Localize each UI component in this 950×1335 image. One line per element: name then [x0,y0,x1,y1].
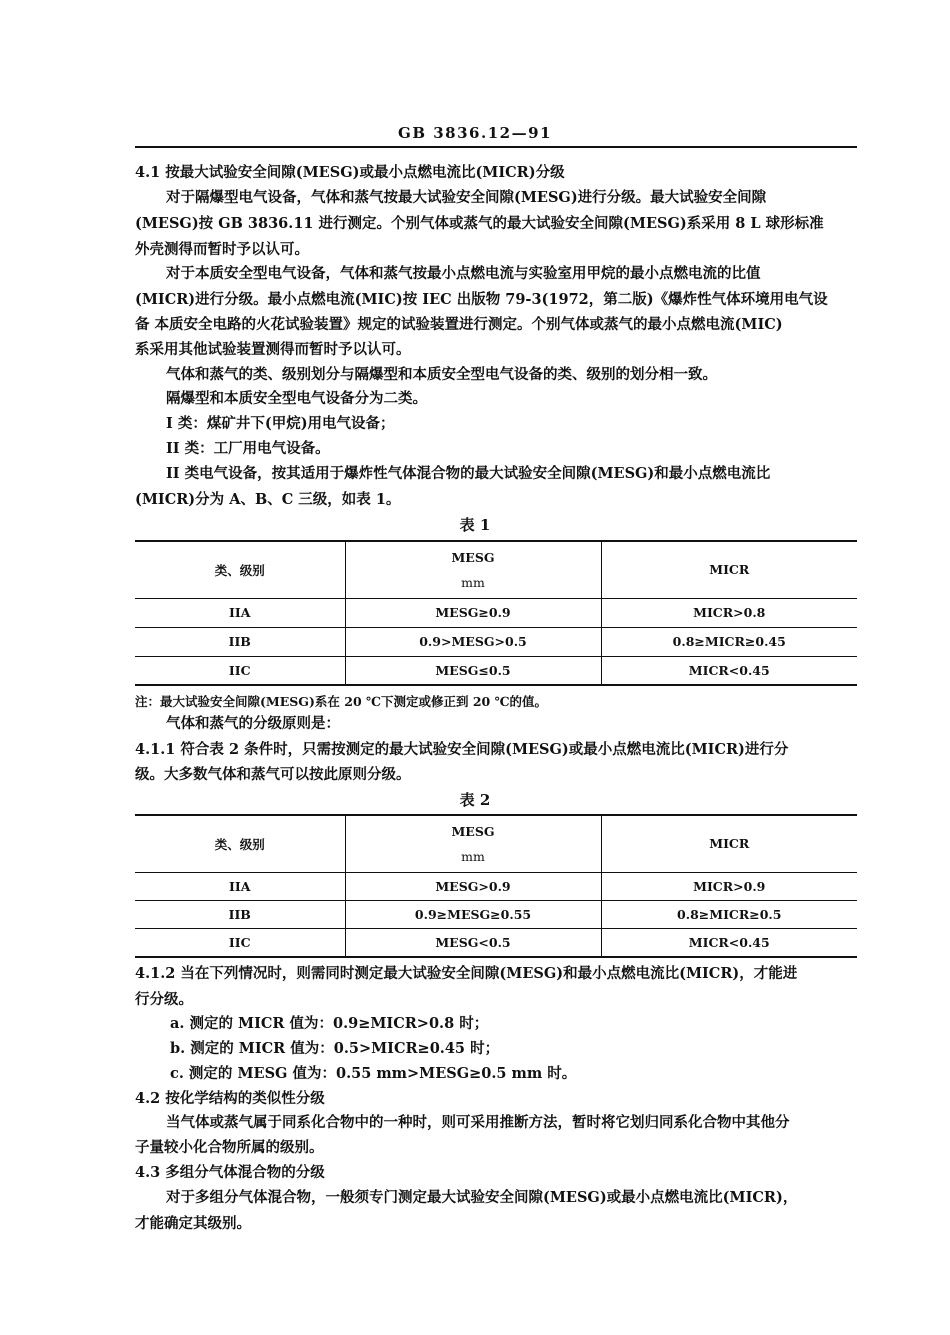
header-micr: MICR [601,815,857,872]
cell-micr: 0.8≥MICR≥0.5 [601,900,857,928]
table-row [135,627,857,656]
cell-micr: MICR<0.45 [601,656,857,685]
cell-grade: IIB [135,627,345,656]
paragraph-line: 对于多组分气体混合物，一般须专门测定最大试验安全间隙(MESG)或最小点燃电流比(MICR)， [166,1189,798,1206]
header-mesg-label: MESG [451,823,495,839]
header-mesg [345,541,601,598]
header-class-grade: 类、级别 [135,815,345,872]
cell-grade: IIC [135,928,345,957]
document-header-code: GB 3836.12—91 [398,124,552,142]
table-1-note: 注：最大试验安全间隙(MESG)系在 20 ℃下测定或修正到 20 ℃的值。 [135,694,548,709]
cell-micr: 0.8≥MICR≥0.45 [601,627,857,656]
table-row [135,656,857,685]
cell-micr: MICR>0.9 [601,872,857,900]
list-item: a. 测定的 MICR 值为：0.9≥MICR>0.8 时； [170,1015,489,1032]
table-1 [135,540,857,686]
section-4-3-heading: 4.3 多组分气体混合物的分级 [135,1164,325,1181]
section-4-1-1-line: 4.1.1 符合表 2 条件时，只需按测定的最大试验安全间隙(MESG)或最小点燃电流比(MICR)进行分 [135,741,789,758]
cell-micr: MICR<0.45 [601,928,857,957]
header-mesg-unit: mm [461,574,485,590]
cell-grade: IIA [135,598,345,627]
cell-grade: IIB [135,900,345,928]
paragraph-line: 气体和蒸气的类、级别划分与隔爆型和本质安全型电气设备的类、级别的划分相一致。 [166,366,717,383]
section-4-2-heading: 4.2 按化学结构的类似性分级 [135,1090,325,1107]
paragraph-line: 对于隔爆型电气设备，气体和蒸气按最大试验安全间隙(MESG)进行分级。最大试验安全间隙 [166,189,767,206]
cell-mesg: MESG<0.5 [345,928,601,957]
cell-grade: IIC [135,656,345,685]
paragraph-line: 系采用其他试验装置测得而暂时予以认可。 [135,341,411,358]
paragraph-line: 当气体或蒸气属于同系化合物中的一种时，则可采用推断方法，暂时将它划归同系化合物中其他分 [166,1114,790,1131]
section-4-1-2-line: 4.1.2 当在下列情况时，则需同时测定最大试验安全间隙(MESG)和最小点燃电流比(MICR)，才能进 [135,965,798,982]
paragraph-line: 子量较小化合物所属的级别。 [135,1139,324,1156]
section-4-1-heading: 4.1 按最大试验安全间隙(MESG)或最小点燃电流比(MICR)分级 [135,164,565,181]
header-mesg-unit: mm [461,848,485,864]
header-rule [135,146,857,148]
table-row [135,598,857,627]
table-1-caption: 表 1 [459,516,491,534]
paragraph-line: (MICR)进行分级。最小点燃电流(MIC)按 IEC 出版物 79-3(1972，第二版)《爆炸性气体环境用电气设 [135,291,828,308]
cell-mesg: 0.9>MESG>0.5 [345,627,601,656]
list-item: c. 测定的 MESG 值为：0.55 mm>MESG≥0.5 mm 时。 [170,1065,577,1082]
cell-micr: MICR>0.8 [601,598,857,627]
section-4-1-1-line: 级。大多数气体和蒸气可以按此原则分级。 [135,766,411,783]
header-class-grade: 类、级别 [135,541,345,598]
principle-line: 气体和蒸气的分级原则是： [166,715,340,732]
header-micr: MICR [601,541,857,598]
cell-mesg: 0.9≥MESG≥0.55 [345,900,601,928]
paragraph-line: (MICR)分为 A、B、C 三级，如表 1。 [135,491,401,508]
paragraph-line: 对于本质安全型电气设备，气体和蒸气按最小点燃电流与实验室用甲烷的最小点燃电流的比值 [166,265,761,282]
paragraph-line: 隔爆型和本质安全型电气设备分为二类。 [166,390,427,407]
paragraph-line: II 类：工厂用电气设备。 [166,440,330,457]
cell-grade: IIA [135,872,345,900]
table-row [135,928,857,957]
paragraph-line: 外壳测得而暂时予以认可。 [135,241,309,258]
paragraph-line: I 类：煤矿井下(甲烷)用电气设备； [166,415,395,432]
cell-mesg: MESG>0.9 [345,872,601,900]
table-2-caption: 表 2 [459,791,491,809]
list-item: b. 测定的 MICR 值为：0.5>MICR≥0.45 时； [170,1040,500,1057]
paragraph-line: 才能确定其级别。 [135,1215,251,1232]
paragraph-line: II 类电气设备，按其适用于爆炸性气体混合物的最大试验安全间隙(MESG)和最小点燃电流比 [166,465,771,482]
paragraph-line: (MESG)按 GB 3836.11 进行测定。个别气体或蒸气的最大试验安全间隙(MESG)系采用 8 L 球形标准 [135,215,824,232]
table-row [135,900,857,928]
table-header-row [135,541,857,598]
cell-mesg: MESG≤0.5 [345,656,601,685]
table-header-row [135,815,857,872]
section-4-1-2-line: 行分级。 [135,991,193,1008]
table-row [135,872,857,900]
cell-mesg: MESG≥0.9 [345,598,601,627]
table-2 [135,814,857,958]
paragraph-line: 备 本质安全电路的火花试验装置》规定的试验装置进行测定。个别气体或蒸气的最小点燃电流(MIC) [135,316,783,333]
header-mesg [345,815,601,872]
header-mesg-label: MESG [451,549,495,565]
